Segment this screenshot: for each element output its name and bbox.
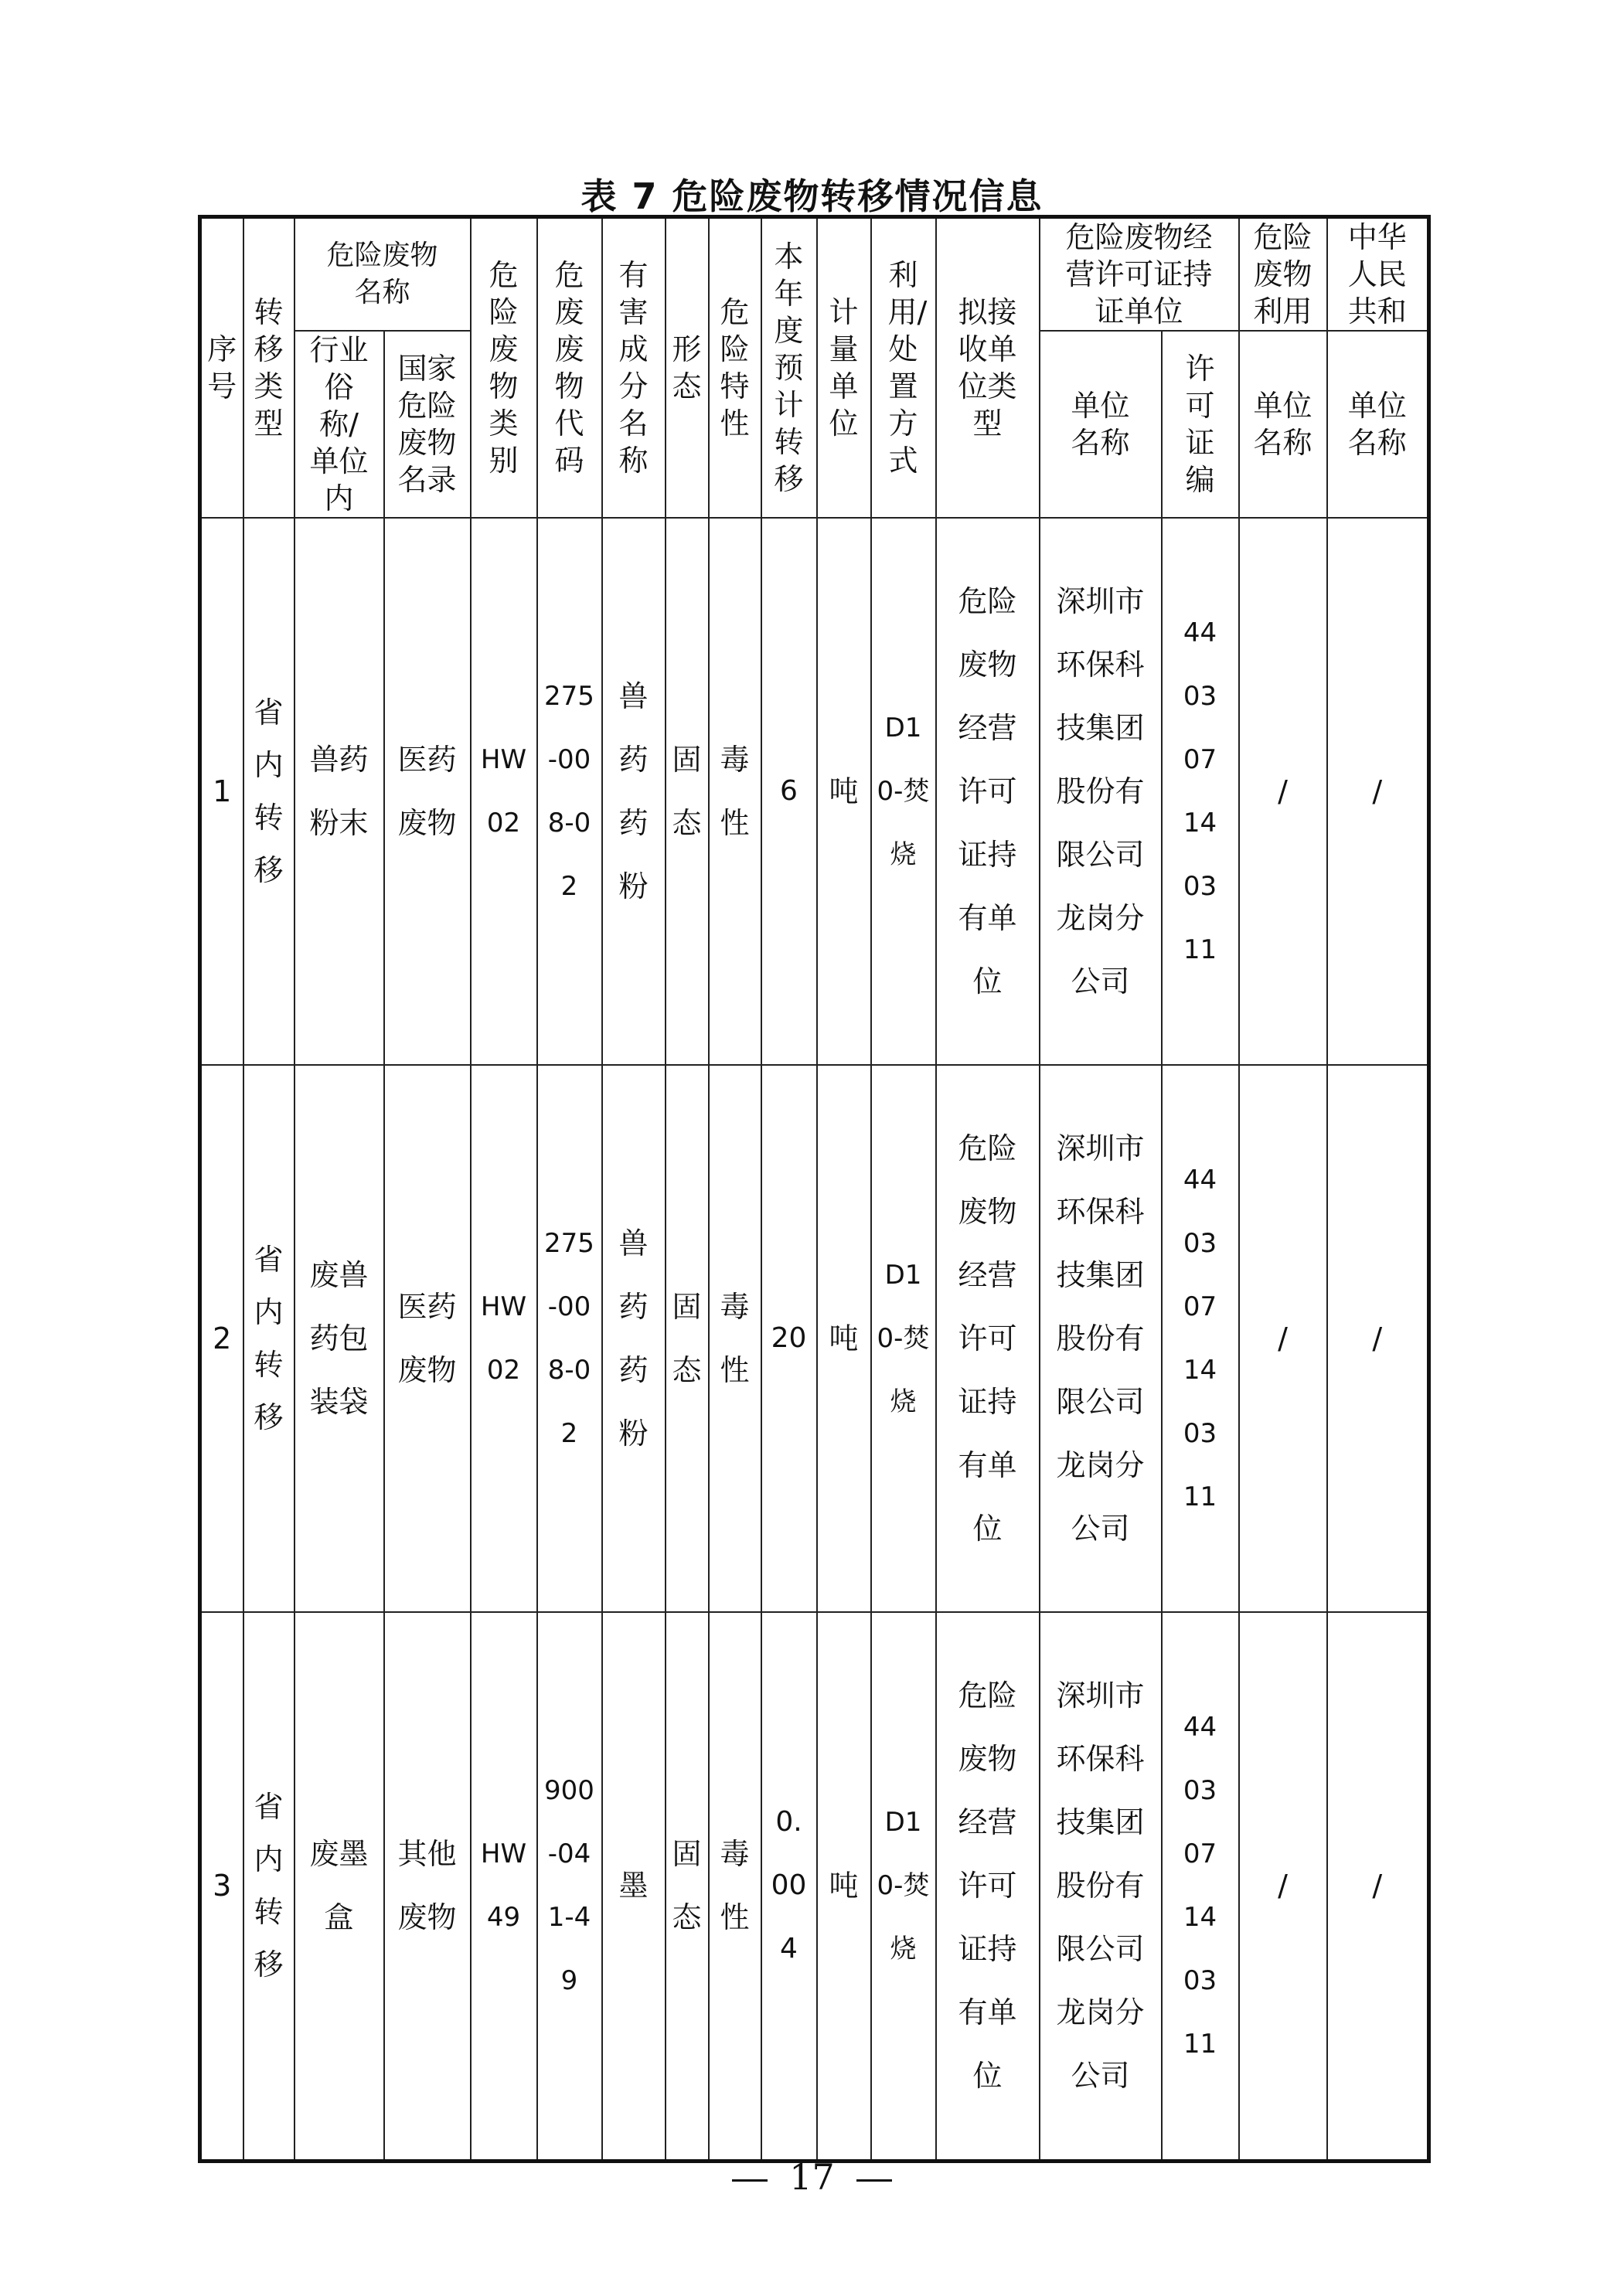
header-harmful: 有害成分名称: [602, 217, 666, 519]
header-hazard: 危险特性: [709, 217, 761, 519]
cell-category: HW49: [471, 1612, 537, 2161]
cell-method: D10-焚烧: [871, 518, 936, 1065]
table-row: [200, 518, 1429, 1065]
table-row: [200, 1065, 1429, 1612]
cell-prc-unit: /: [1327, 1065, 1429, 1612]
cell-license-no: 440307140311: [1162, 1065, 1239, 1612]
cell-harmful: 兽药药粉: [602, 518, 666, 1065]
cell-receiver-type: 危险废物经营许可证持有单位: [936, 1065, 1040, 1612]
header-prc-group: 中华人民共和: [1327, 217, 1429, 332]
header-national-name: 国家危险废物名录: [384, 331, 471, 518]
cell-national-name: 其他废物: [384, 1612, 471, 2161]
cell-transfer-type: 省内转移: [243, 518, 294, 1065]
cell-code: 275-008-02: [537, 1065, 602, 1612]
header-license-group: 危险废物经营许可证持证单位: [1040, 217, 1239, 332]
cell-category: HW02: [471, 1065, 537, 1612]
cell-amount: 0.004: [761, 1612, 817, 2161]
page-number: 17: [789, 2156, 835, 2198]
cell-reuse-unit: /: [1239, 518, 1327, 1065]
header-row-top: [200, 217, 1429, 332]
header-seq: 序号: [200, 217, 243, 519]
cell-national-name: 医药废物: [384, 518, 471, 1065]
cell-hazard: 毒性: [709, 518, 761, 1065]
header-industry-name: 行业俗称/单位内: [294, 331, 384, 518]
cell-hazard: 毒性: [709, 1612, 761, 2161]
cell-amount: 6: [761, 518, 817, 1065]
cell-hazard: 毒性: [709, 1065, 761, 1612]
cell-method: D10-焚烧: [871, 1065, 936, 1612]
cell-industry-name: 废兽药包装袋: [294, 1065, 384, 1612]
cell-seq: 2: [200, 1065, 243, 1612]
cell-license-no: 440307140311: [1162, 1612, 1239, 2161]
header-prc-unit-name: 单位名称: [1327, 331, 1429, 518]
cell-code: 900-041-49: [537, 1612, 602, 2161]
footer-dash-right: [856, 2179, 892, 2182]
cell-prc-unit: /: [1327, 518, 1429, 1065]
header-receiver-type: 拟接收单位类型: [936, 217, 1040, 519]
cell-receiver-type: 危险废物经营许可证持有单位: [936, 1612, 1040, 2161]
header-transfer-type: 转移类型: [243, 217, 294, 519]
cell-receiver-type: 危险废物经营许可证持有单位: [936, 518, 1040, 1065]
cell-reuse-unit: /: [1239, 1612, 1327, 2161]
cell-license-unit: 深圳市环保科技集团股份有限公司龙岗分公司: [1040, 1612, 1162, 2161]
cell-transfer-type: 省内转移: [243, 1065, 294, 1612]
cell-unit: 吨: [817, 518, 871, 1065]
cell-seq: 3: [200, 1612, 243, 2161]
cell-transfer-type: 省内转移: [243, 1612, 294, 2161]
cell-reuse-unit: /: [1239, 1065, 1327, 1612]
cell-code: 275-008-02: [537, 518, 602, 1065]
cell-form: 固态: [666, 1065, 709, 1612]
cell-license-unit: 深圳市环保科技集团股份有限公司龙岗分公司: [1040, 1065, 1162, 1612]
cell-license-no: 440307140311: [1162, 518, 1239, 1065]
cell-industry-name: 兽药粉末: [294, 518, 384, 1065]
header-category: 危险废物类别: [471, 217, 537, 519]
table-row: [200, 1612, 1429, 2161]
hazardous-waste-transfer-table: [198, 215, 1431, 2163]
cell-method: D10-焚烧: [871, 1612, 936, 2161]
cell-unit: 吨: [817, 1065, 871, 1612]
cell-license-unit: 深圳市环保科技集团股份有限公司龙岗分公司: [1040, 518, 1162, 1065]
header-method: 利用/处置方式: [871, 217, 936, 519]
cell-seq: 1: [200, 518, 243, 1065]
header-amount: 本年度预计转移: [761, 217, 817, 519]
header-reuse-group: 危险废物利用: [1239, 217, 1327, 332]
header-form: 形态: [666, 217, 709, 519]
cell-national-name: 医药废物: [384, 1065, 471, 1612]
cell-prc-unit: /: [1327, 1612, 1429, 2161]
cell-industry-name: 废墨盒: [294, 1612, 384, 2161]
header-license-no: 许可证编: [1162, 331, 1239, 518]
cell-form: 固态: [666, 1612, 709, 2161]
header-license-unit-name: 单位名称: [1040, 331, 1162, 518]
table-title: 表 7 危险废物转移情况信息: [580, 175, 1044, 217]
cell-harmful: 墨: [602, 1612, 666, 2161]
header-code: 危废废物代码: [537, 217, 602, 519]
header-unit: 计量单位: [817, 217, 871, 519]
cell-form: 固态: [666, 518, 709, 1065]
header-reuse-unit-name: 单位名称: [1239, 331, 1327, 518]
cell-category: HW02: [471, 518, 537, 1065]
cell-unit: 吨: [817, 1612, 871, 2161]
header-waste-name-group: 危险废物名称: [294, 217, 471, 332]
page-footer: [0, 2156, 1624, 2198]
footer-dash-left: [732, 2179, 768, 2182]
cell-harmful: 兽药药粉: [602, 1065, 666, 1612]
cell-amount: 20: [761, 1065, 817, 1612]
